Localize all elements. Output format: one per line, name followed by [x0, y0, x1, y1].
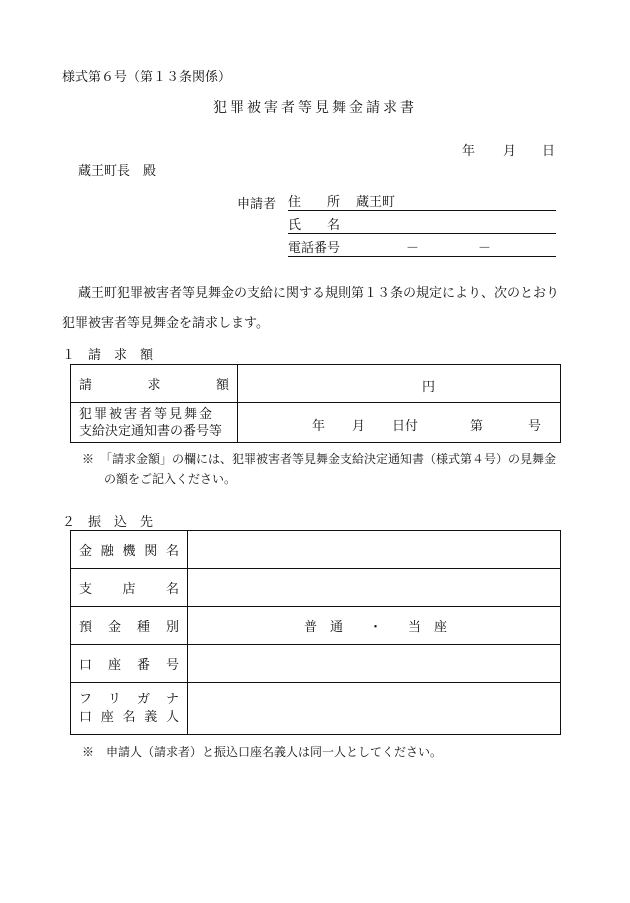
notice-go: 号	[528, 419, 542, 434]
account-number-label-cell	[71, 645, 188, 683]
account-number-label: 口 座 番 号	[79, 658, 179, 673]
amount-label: 請 求 額	[79, 378, 229, 393]
intro-paragraph	[62, 279, 572, 339]
addressee: 蔵王町長 殿	[78, 164, 157, 179]
account-holder-label: 口 座 名 義 人	[79, 709, 179, 725]
branch-label-cell	[71, 569, 188, 607]
section1-heading: １ 請 求 額	[62, 348, 154, 363]
phone-field[interactable]	[288, 237, 556, 257]
bank-name-label: 金 融 機 関 名	[79, 544, 179, 559]
amount-label-cell	[71, 365, 238, 403]
amount-input-cell[interactable]	[238, 365, 561, 403]
account-number-input[interactable]	[188, 645, 561, 683]
branch-input[interactable]	[188, 569, 561, 607]
phone-separator: －	[406, 241, 420, 256]
account-type-options[interactable]: 普 通 ・ 当 座	[188, 607, 561, 645]
address-field[interactable]	[288, 191, 556, 211]
bank-name-input[interactable]	[188, 531, 561, 569]
account-holder-label-cell	[71, 683, 188, 735]
amount-unit: 円	[422, 380, 436, 395]
notice-label-line2: 支給決定通知書の番号等	[79, 423, 223, 439]
notice-label-line1: 犯罪被害者等見舞金	[79, 406, 215, 422]
notice-label-cell	[71, 403, 238, 443]
notice-year: 年	[312, 419, 326, 434]
notice-dai: 第	[470, 419, 484, 434]
section2-note: ※ 申請人（請求者）と振込口座名義人は同一人としてください。	[82, 745, 443, 759]
notice-number-cell[interactable]	[238, 403, 561, 443]
applicant-label: 申請者	[237, 197, 277, 212]
name-field[interactable]	[288, 214, 556, 234]
notice-month: 月	[352, 419, 366, 434]
notice-day: 日付	[392, 419, 419, 434]
phone-label: 電話番号	[288, 241, 341, 256]
claim-amount-table	[70, 364, 561, 443]
branch-label: 支 店 名	[79, 582, 179, 597]
furigana-label: フ リ ガ ナ	[79, 691, 179, 707]
date-month: 月	[503, 144, 517, 159]
phone-separator: －	[478, 241, 492, 256]
address-value: 蔵王町	[356, 195, 396, 210]
section1-note	[82, 449, 556, 489]
note-line: ※ 「請求金額」の欄には、犯罪被害者等見舞金支給決定通知書（様式第４号）の見舞金	[82, 452, 557, 466]
page-title: 犯罪被害者等見舞金請求書	[213, 100, 417, 116]
account-type-label-cell	[71, 607, 188, 645]
date-year: 年	[462, 144, 476, 159]
bank-transfer-table	[70, 530, 561, 735]
account-type-label: 預 金 種 別	[79, 620, 179, 635]
section2-heading: ２ 振 込 先	[62, 515, 154, 530]
account-holder-input[interactable]	[188, 683, 561, 735]
name-label: 氏 名	[288, 218, 341, 233]
address-label: 住 所	[288, 195, 341, 210]
form-number: 様式第６号（第１３条関係）	[62, 70, 232, 85]
date-day: 日	[542, 144, 556, 159]
bank-name-label-cell	[71, 531, 188, 569]
note-line: の額をご記入ください。	[104, 472, 237, 486]
intro-line: 犯罪被害者等見舞金を請求します。	[62, 316, 269, 331]
intro-line: 蔵王町犯罪被害者等見舞金の支給に関する規則第１３条の規定により、次のとおり	[78, 286, 560, 301]
